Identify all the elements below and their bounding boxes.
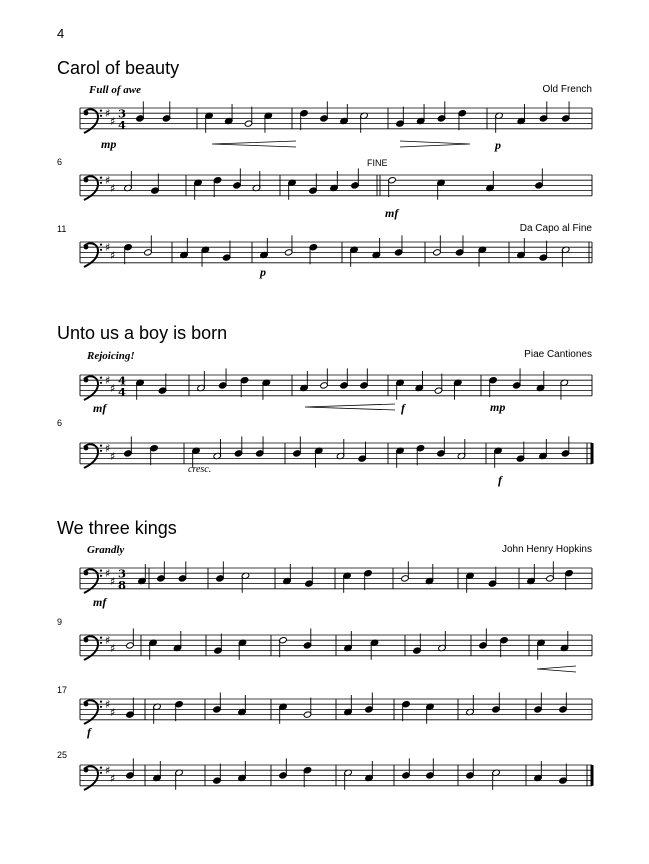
bass-clef-icon [84, 245, 89, 250]
measure-number: 25 [57, 750, 68, 760]
sharp-icon: ♯ [105, 174, 111, 188]
bass-clef-icon [84, 768, 89, 773]
tempo-marking: Rejoicing! [87, 350, 135, 362]
time-signature: 3 [118, 566, 127, 581]
bass-clef-icon [100, 642, 102, 644]
sharp-icon: ♯ [110, 382, 116, 395]
time-signature: 3 [118, 106, 127, 121]
bass-clef-icon [100, 110, 102, 112]
bass-clef-icon [100, 382, 102, 384]
sharp-icon: ♯ [105, 567, 111, 581]
composer-credit: John Henry Hopkins [501, 544, 592, 555]
bass-clef-icon [100, 701, 102, 703]
time-signature: 4 [118, 117, 127, 132]
sharp-icon: ♯ [105, 374, 111, 388]
crescendo-hairpin [305, 404, 395, 410]
sharp-icon: ♯ [105, 107, 111, 121]
bass-clef-icon [84, 446, 89, 451]
sharp-icon: ♯ [110, 575, 116, 588]
bass-clef-icon [100, 115, 102, 117]
tempo-marking: Full of awe [89, 84, 141, 96]
measure-number: 17 [57, 685, 68, 695]
measure-number: 9 [57, 617, 63, 627]
measure-number: 6 [57, 157, 63, 167]
dynamic-marking: f [87, 725, 91, 739]
bass-clef-icon [100, 772, 102, 774]
sharp-icon: ♯ [110, 706, 116, 719]
piece-title: Unto us a boy is born [57, 323, 228, 343]
bass-clef-icon [100, 244, 102, 246]
sharp-icon: ♯ [110, 249, 116, 262]
da-capo-marking: Da Capo al Fine [519, 223, 592, 234]
sharp-icon: ♯ [105, 634, 111, 648]
bass-clef-icon [100, 450, 102, 452]
sharp-icon: ♯ [110, 450, 116, 463]
tempo-marking: Grandly [87, 544, 125, 556]
dynamic-marking: f [401, 401, 405, 415]
bass-clef-icon [100, 445, 102, 447]
crescendo-hairpin [212, 141, 296, 147]
dynamic-marking: mf [93, 595, 107, 609]
page-number: 4 [57, 26, 65, 41]
time-signature: 4 [118, 373, 127, 388]
sharp-icon: ♯ [110, 182, 116, 195]
sharp-icon: ♯ [110, 115, 116, 128]
time-signature: 4 [118, 384, 127, 399]
fine-marking: FINE [367, 158, 388, 168]
sharp-icon: ♯ [105, 241, 111, 255]
bass-clef-icon [100, 570, 102, 572]
expression-marking: cresc. [188, 464, 212, 475]
bass-clef-icon [100, 706, 102, 708]
bass-clef-icon [100, 637, 102, 639]
composer-credit: Old French [542, 84, 592, 95]
dynamic-marking: p [495, 138, 501, 152]
dynamic-marking: mp [490, 400, 506, 414]
dynamic-marking: mp [101, 137, 117, 151]
bass-clef-icon [100, 182, 102, 184]
sharp-icon: ♯ [105, 698, 111, 712]
dynamic-marking: mf [93, 401, 107, 415]
bass-clef-icon [84, 702, 89, 707]
dynamic-marking: mf [385, 206, 399, 220]
piece-title: Carol of beauty [57, 58, 180, 78]
time-signature: 8 [118, 577, 127, 592]
dynamic-marking: p [260, 265, 266, 279]
bass-clef-icon [100, 575, 102, 577]
diminuendo-hairpin [400, 141, 470, 147]
measure-number: 6 [57, 418, 63, 428]
bass-clef-icon [84, 638, 89, 643]
measure-number: 11 [57, 224, 67, 234]
bass-clef-icon [84, 378, 89, 383]
crescendo-hairpin [537, 666, 576, 672]
sharp-icon: ♯ [110, 642, 116, 655]
bass-clef-icon [84, 571, 89, 576]
bass-clef-icon [100, 377, 102, 379]
bass-clef-icon [100, 177, 102, 179]
sharp-icon: ♯ [105, 764, 111, 778]
composer-credit: Piae Cantiones [524, 349, 592, 360]
bass-clef-icon [84, 178, 89, 183]
sharp-icon: ♯ [105, 442, 111, 456]
bass-clef-icon [100, 767, 102, 769]
bass-clef-icon [84, 111, 89, 116]
sharp-icon: ♯ [110, 772, 116, 785]
bass-clef-icon [100, 249, 102, 251]
dynamic-marking: f [498, 473, 502, 487]
piece-title: We three kings [57, 518, 177, 538]
